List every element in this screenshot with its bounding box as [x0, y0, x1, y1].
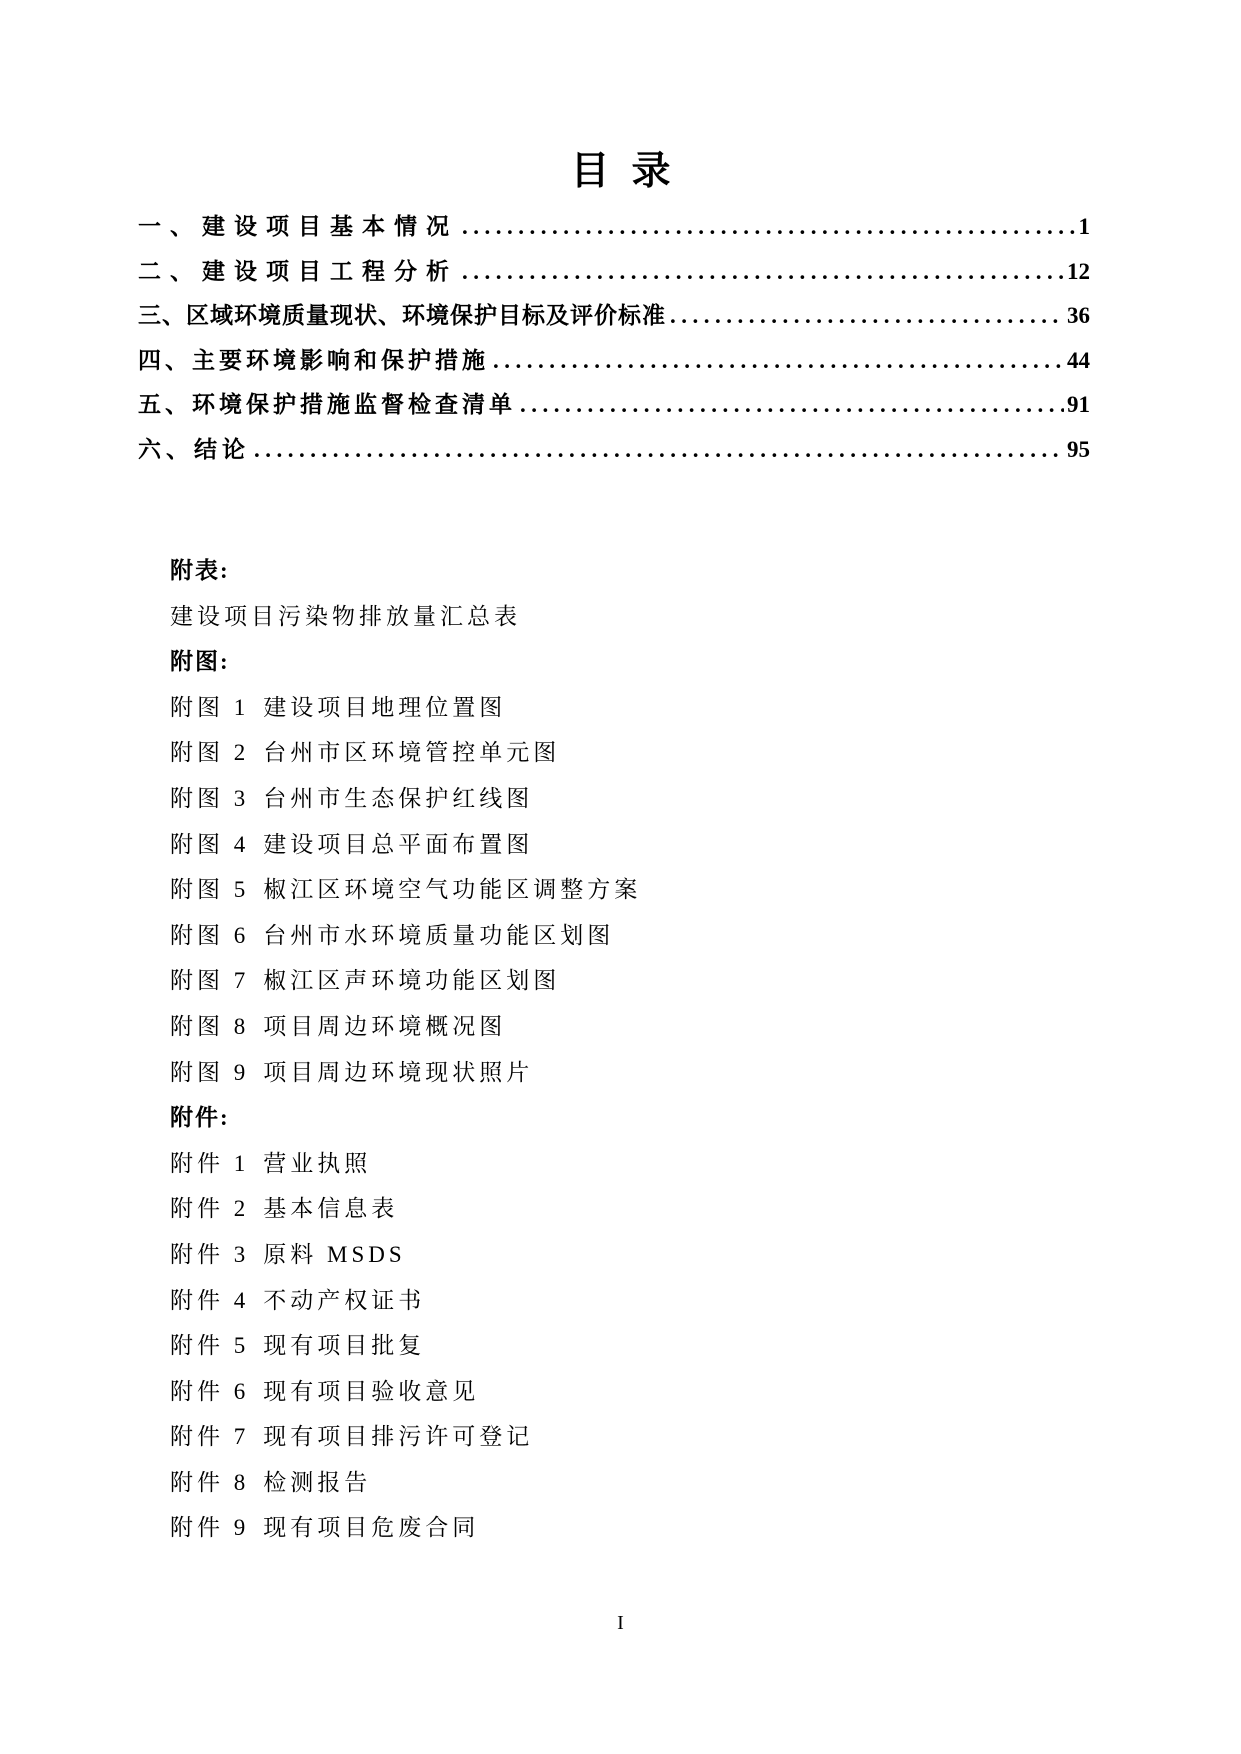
figure-item-title: 台州市水环境质量功能区划图 — [263, 922, 615, 948]
figure-item — [170, 730, 1100, 776]
footer-page-number: I — [617, 1612, 624, 1634]
attachment-item-number: 附件 4 — [170, 1287, 250, 1313]
attachment-item-title: 原料 MSDS — [263, 1241, 406, 1267]
toc-entry — [138, 428, 1090, 473]
toc-entry — [138, 294, 1090, 339]
figure-item-title: 项目周边环境现状照片 — [263, 1059, 534, 1085]
appendix-figures-heading: 附图: — [170, 649, 230, 675]
attachment-item — [170, 1369, 1100, 1415]
toc-entry-page: 91 — [1067, 392, 1090, 418]
attachment-item — [170, 1505, 1100, 1551]
dot-leader — [493, 339, 1064, 384]
attachment-item-title: 现有项目危废合同 — [263, 1515, 480, 1541]
figure-item-number: 附图 1 — [170, 694, 250, 720]
appendix-attachments-heading: 附件: — [170, 1105, 230, 1131]
toc-entry-page: 95 — [1067, 436, 1090, 462]
figure-item-number: 附图 6 — [170, 922, 250, 948]
toc-entry-label: 四、主要环境影响和保护措施 — [138, 347, 489, 373]
attachment-item-number: 附件 2 — [170, 1196, 250, 1222]
attachment-item — [170, 1323, 1100, 1369]
attachment-item-title: 基本信息表 — [263, 1196, 399, 1222]
figure-item-title: 台州市区环境管控单元图 — [263, 740, 561, 766]
toc-entry — [138, 250, 1090, 295]
toc-entry-label: 三、区域环境质量现状、环境保护目标及评价标准 — [138, 303, 666, 329]
attachment-item-title: 检测报告 — [263, 1469, 372, 1495]
attachment-item-number: 附件 7 — [170, 1424, 250, 1450]
toc-entry-label: 一、建设项目基本情况 — [138, 214, 458, 239]
toc-entry — [138, 339, 1090, 384]
dot-leader — [520, 383, 1064, 428]
toc-entry-label: 二、建设项目工程分析 — [138, 258, 458, 284]
attachment-item — [170, 1141, 1100, 1187]
appendix-table-item — [170, 594, 1100, 640]
figure-item-title: 建设项目总平面布置图 — [263, 831, 534, 857]
attachment-item — [170, 1232, 1100, 1278]
figure-item — [170, 867, 1100, 913]
attachment-item-title: 现有项目验收意见 — [263, 1378, 480, 1404]
toc-entry-label: 六、结论 — [138, 436, 250, 462]
toc-entry-page: 1 — [1078, 214, 1090, 239]
toc-entry-label: 五、环境保护措施监督检查清单 — [138, 392, 516, 418]
attachment-item-number: 附件 1 — [170, 1150, 250, 1176]
dot-leader — [670, 294, 1064, 339]
figure-item-title: 椒江区声环境功能区划图 — [263, 968, 561, 994]
figure-item-title: 项目周边环境概况图 — [263, 1013, 507, 1039]
toc-entry-page: 36 — [1067, 303, 1090, 329]
toc-entry-page: 12 — [1067, 258, 1090, 284]
figure-item-number: 附图 5 — [170, 877, 250, 903]
attachment-item — [170, 1460, 1100, 1506]
figure-item — [170, 958, 1100, 1004]
figure-item — [170, 776, 1100, 822]
appendix-section — [170, 548, 1100, 1551]
figure-item-number: 附图 4 — [170, 831, 250, 857]
table-of-contents — [138, 205, 1090, 473]
dot-leader — [462, 250, 1064, 295]
attachment-item-title: 现有项目批复 — [263, 1333, 426, 1359]
attachment-item — [170, 1186, 1100, 1232]
toc-entry — [138, 205, 1090, 250]
attachment-item-title: 现有项目排污许可登记 — [263, 1424, 534, 1450]
attachment-item — [170, 1278, 1100, 1324]
attachment-item-number: 附件 6 — [170, 1378, 250, 1404]
figure-item — [170, 913, 1100, 959]
toc-entry-page: 44 — [1067, 347, 1090, 373]
figure-item — [170, 685, 1100, 731]
attachment-item-title: 不动产权证书 — [263, 1287, 426, 1313]
figure-item-title: 椒江区环境空气功能区调整方案 — [263, 877, 642, 903]
appendix-table-item-title: 建设项目污染物排放量汇总表 — [170, 603, 521, 629]
attachment-item-number: 附件 5 — [170, 1333, 250, 1359]
figure-item-title: 建设项目地理位置图 — [263, 694, 507, 720]
dot-leader — [254, 428, 1064, 473]
figure-item — [170, 1004, 1100, 1050]
figure-item — [170, 822, 1100, 868]
attachment-item-title: 营业执照 — [263, 1150, 372, 1176]
attachment-item-number: 附件 8 — [170, 1469, 250, 1495]
attachment-item-number: 附件 3 — [170, 1241, 250, 1267]
figure-item — [170, 1050, 1100, 1096]
attachment-item-number: 附件 9 — [170, 1515, 250, 1541]
appendix-tables-heading: 附表: — [170, 558, 230, 583]
figure-item-number: 附图 2 — [170, 740, 250, 766]
attachment-item — [170, 1414, 1100, 1460]
figure-item-number: 附图 9 — [170, 1059, 250, 1085]
page-title: 目录 — [570, 150, 693, 193]
figure-item-number: 附图 3 — [170, 785, 250, 811]
figure-item-number: 附图 8 — [170, 1013, 250, 1039]
figure-item-number: 附图 7 — [170, 968, 250, 994]
figure-item-title: 台州市生态保护红线图 — [263, 785, 534, 811]
dot-leader — [462, 205, 1076, 250]
toc-entry — [138, 383, 1090, 428]
